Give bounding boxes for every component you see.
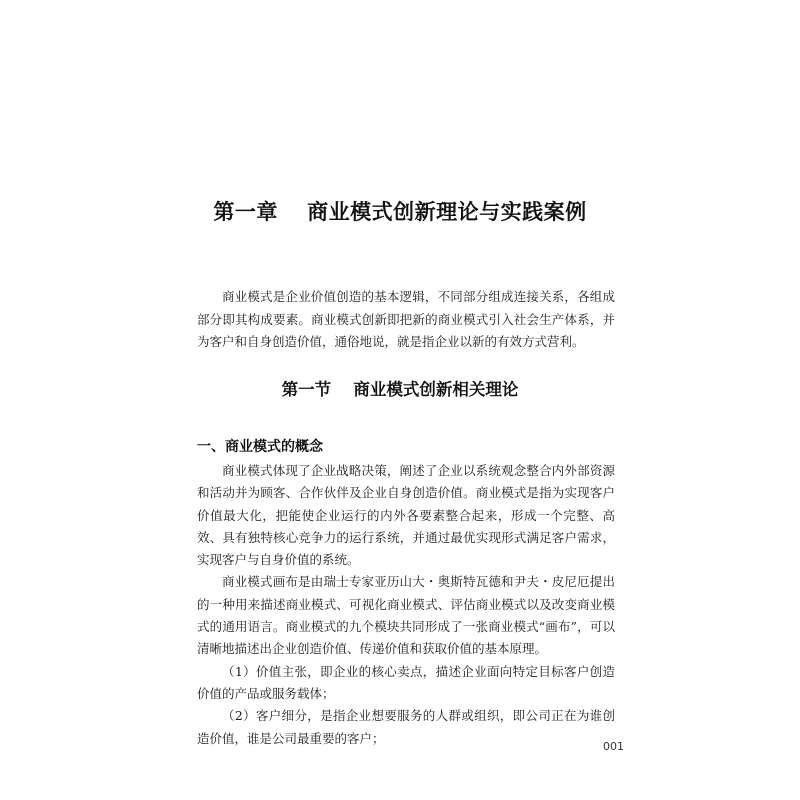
subsection-title: 一、商业模式的概念 [197, 439, 323, 455]
body-paragraph: 商业模式体现了企业战略决策，阐述了企业以系统观念整合内外部资源和活动并为顾客、合作伙伴及企业自身创造价值。商业模式是指为实现客户价值最大化，把能使企业运行的内外各要素整合起来，形成一个完整、高效、具有独特核心竞争力的运行系统，并通过最优实现形式满足客户需求，实现客户与自身价值的系统。 [197, 463, 615, 568]
body-text [197, 460, 615, 750]
section-title: 第一节 商业模式创新相关理论 [281, 380, 519, 399]
list-item-customer-segments: （2）客户细分，是指企业想要服务的人群或组织，即公司正在为谁创造价值，谁是公司最重要的客户； [197, 708, 615, 746]
body-paragraph: 商业模式画布是由瑞士专家亚历山大・奥斯特瓦德和尹夫・皮尼厄提出的一种用来描述商业模式、可视化商业模式、评估商业模式以及改变商业模式的通用语言。商业模式的九个模块共同形成了一张商业模式“画布”，可以清晰地描述出企业创造价值、传递价值和获取价值的基本原理。 [197, 574, 615, 657]
chapter-title: 第一章 商业模式创新理论与实践案例 [213, 200, 587, 224]
intro-paragraph: 商业模式是企业价值创造的基本逻辑，不同部分组成连接关系，各组成部分即其构成要素。商业模式创新即把新的商业模式引入社会生产体系，并为客户和自身创造价值，通俗地说，就是指企业以新的有效方式营利。 [197, 289, 615, 349]
list-item-value-proposition: （1）价值主张，即企业的核心卖点，描述企业面向特定目标客户创造价值的产品或服务载体； [197, 663, 615, 701]
page-number: 001 [603, 740, 624, 753]
chapter-intro [197, 286, 615, 354]
